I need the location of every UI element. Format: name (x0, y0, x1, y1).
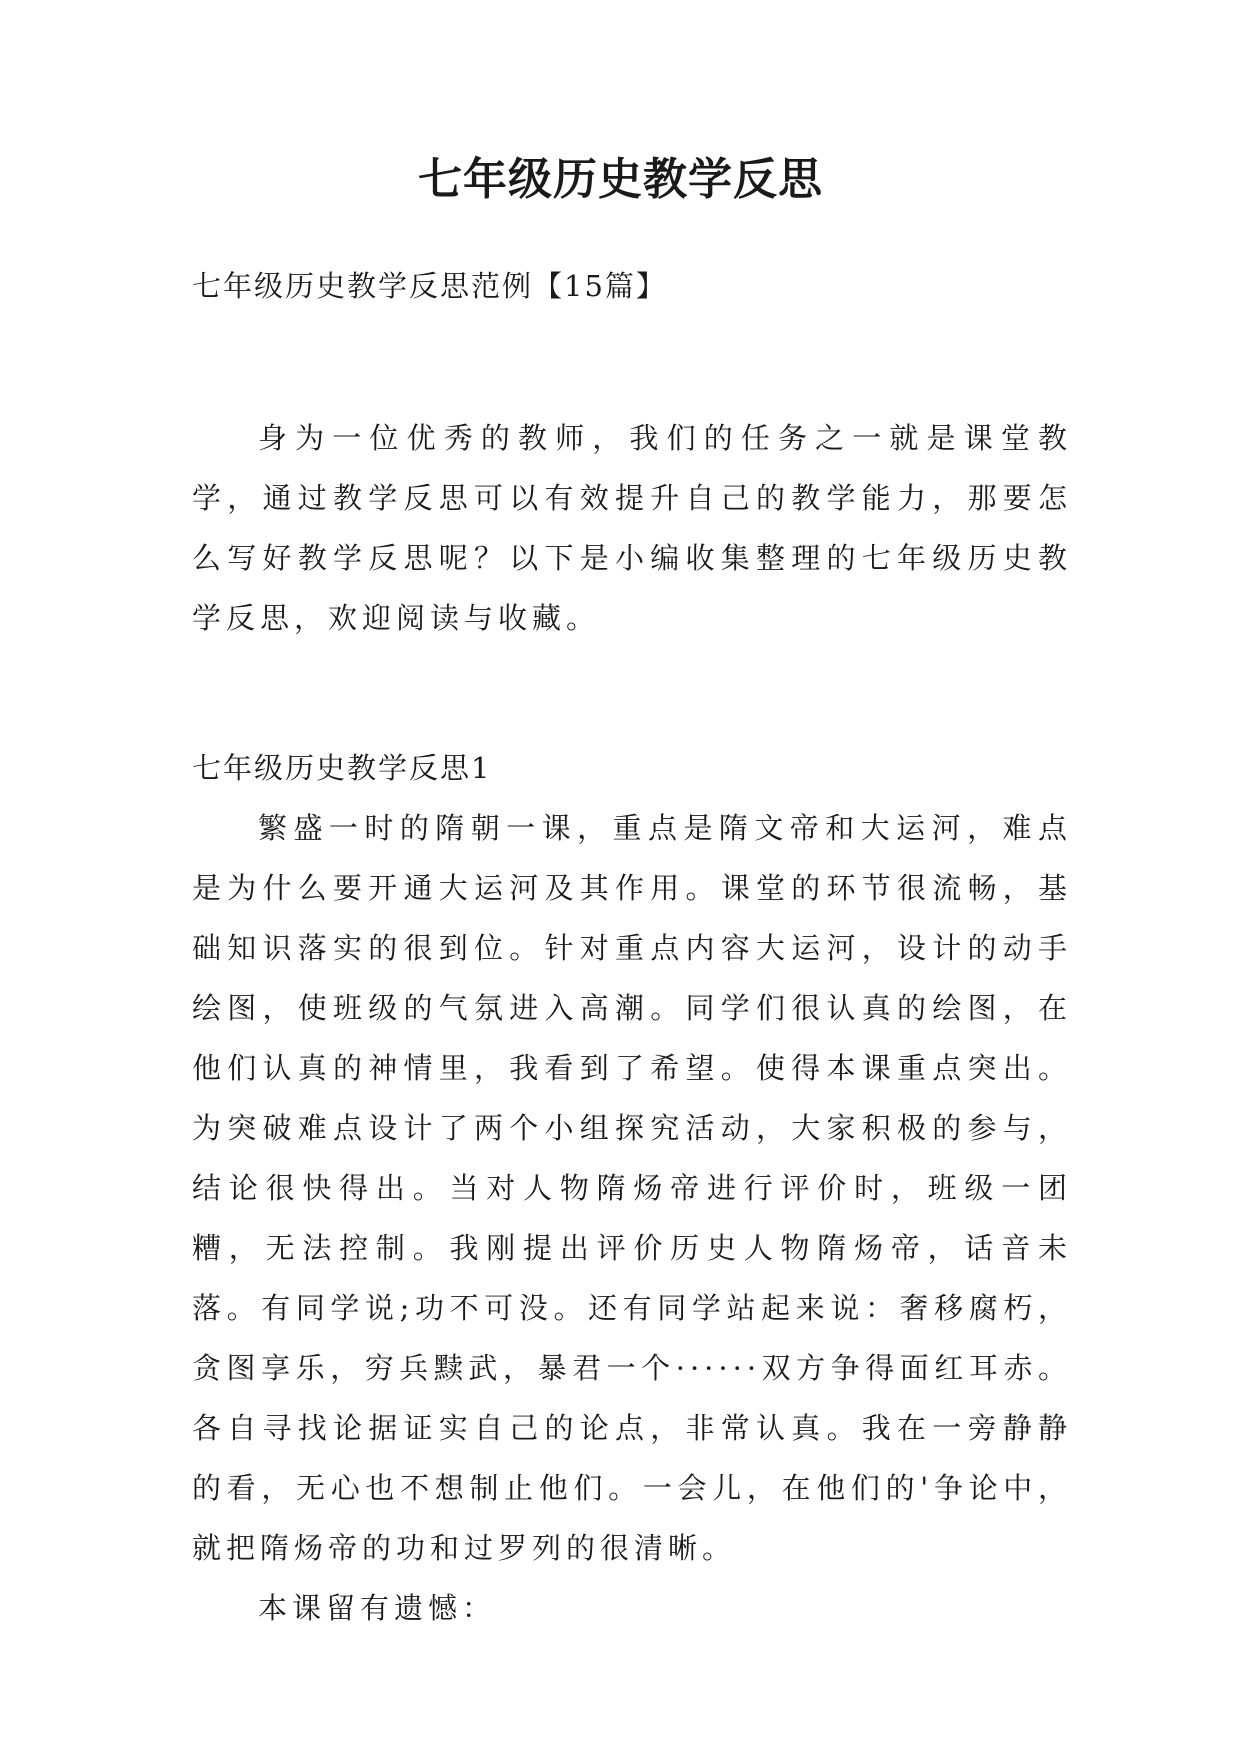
document-title: 七年级历史教学反思 (418, 154, 823, 205)
section-spacer (192, 648, 1072, 738)
body-paragraph: 繁盛一时的隋朝一课，重点是隋文帝和大运河，难点是为什么要开通大运河及其作用。课堂的环节很流畅，基础知识落实的很到位。针对重点内容大运河，设计的动手绘图，使班级的气氛进入高潮。同学们很认真的绘图，在他们认真的神情里，我看到了希望。使得本课重点突出。为突破难点设计了两个小组探究活动，大家积极的参与，结论很快得出。当对人物隋炀帝进行评价时，班级一团糟，无法控制。我刚提出评价历史人物隋炀帝，话音未落。有同学说;功不可没。还有同学站起来说：奢移腐朽，贪图享乐，穷兵黩武，暴君一个······双方争得面红耳赤。各自寻找论据证实自己的论点，非常认真。我在一旁静静的看，无心也不想制止他们。一会儿，在他们的'争论中，就把隋炀帝的功和过罗列的很清晰。 (192, 811, 1072, 1565)
body-paragraph-closing: 本课留有遗憾： (258, 1591, 497, 1625)
section-heading: 七年级历史教学反思1 (192, 751, 492, 785)
document-body (192, 408, 1072, 1638)
document-subtitle: 七年级历史教学反思范例【15篇】 (192, 269, 667, 303)
intro-paragraph: 身为一位优秀的教师，我们的任务之一就是课堂教学，通过教学反思可以有效提升自己的教学能力，那要怎么写好教学反思呢？以下是小编收集整理的七年级历史教学反思，欢迎阅读与收藏。 (192, 421, 1072, 635)
